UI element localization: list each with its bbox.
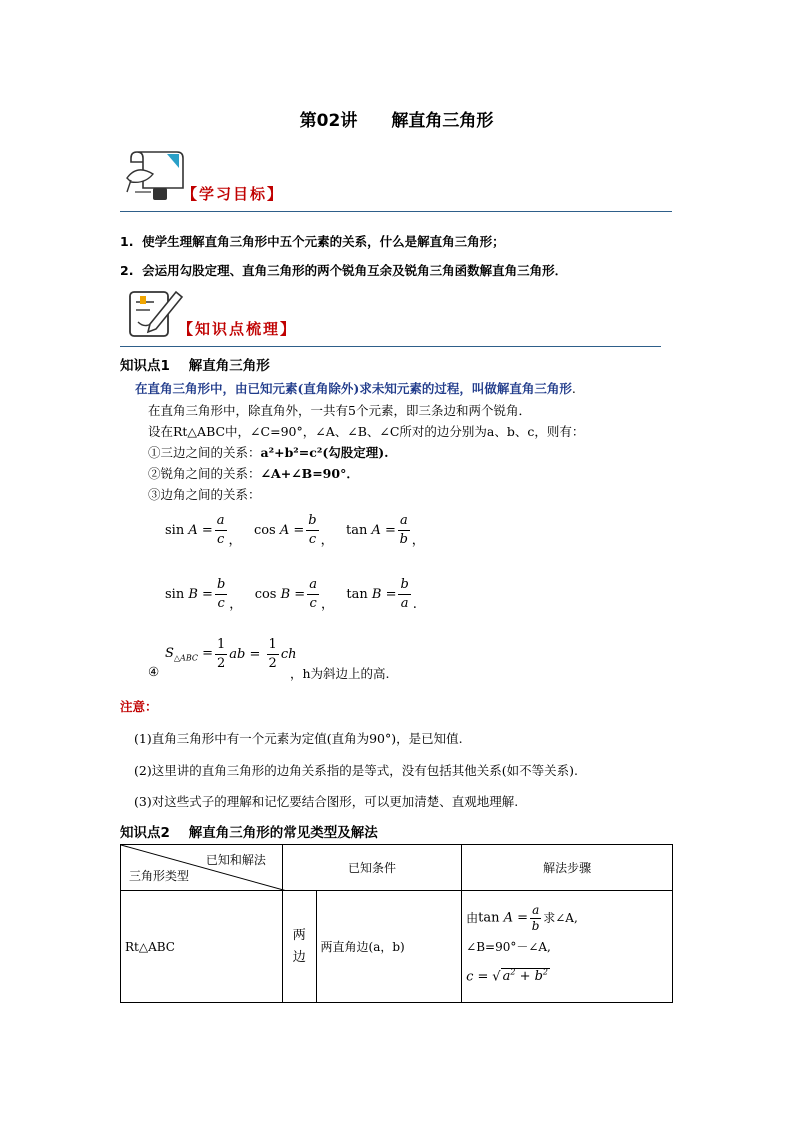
lecture-title: 解直角三角形 [391, 111, 494, 131]
kp1-line: 在直角三角形中，除直角外，一共有5个元素，即三条边和两个锐角． [148, 403, 531, 418]
kp1-line: 设在Rt△ABC中，∠C=90°，∠A、∠B、∠C所对的边分别为a、b、c，则有： [148, 424, 585, 439]
section-divider [120, 346, 661, 347]
step-line: c = √ $a^2 + b^2$ [466, 967, 549, 985]
page-title [0, 106, 793, 131]
trig-formula-row-a: sin A = $\frac{a}{c}$ ， cos A = $\frac{b}{c}$ ， tan A = $\frac{a}{b}$ ， [165, 513, 425, 548]
table-header-known: 已知条件 [282, 845, 461, 891]
notepad-pencil-icon [124, 284, 186, 342]
knowledge-banner: 【知识点梳理】 [178, 320, 298, 338]
kp1-item: ②锐角之间的关系：∠A+∠B=90°． [148, 466, 359, 481]
table-header-row [121, 845, 673, 891]
note-item: (3)对这些式子的理解和记忆要结合图形，可以更加清楚、直观地理解. [134, 794, 519, 809]
area-item-tail: ，h为斜边上的高. [290, 666, 390, 681]
table-header-steps: 解法步骤 [462, 845, 673, 891]
note-item: (2)这里讲的直角三角形的边角关系指的是等式，没有包括其他关系(如不等关系). [134, 763, 578, 778]
note-heading: 注意： [120, 699, 158, 714]
solution-types-table [120, 844, 673, 1003]
area-item-number: ④ [148, 664, 160, 679]
note-item: (1)直角三角形中有一个元素为定值(直角为90°)，是已知值. [134, 731, 463, 746]
table-cell-type: Rt△ABC [121, 891, 283, 1003]
table-cell-steps [462, 891, 673, 1003]
trig-formula-row-b: sin B = $\frac{b}{c}$ ， cos B = $\frac{a}{c}$ ， tan B = $\frac{b}{a}$ . [165, 577, 417, 612]
lecture-number: 第02讲 [299, 111, 358, 131]
table-corner-cell: 已知和解法 三角形类型 [121, 845, 283, 891]
goal-item: 1. 使学生理解直角三角形中五个元素的关系，什么是解直角三角形； [120, 234, 505, 249]
kp1-definition: 在直角三角形中，由已知元素(直角除外)求未知元素的过程，叫做解直角三角形. [135, 381, 576, 396]
table-cell-kind: 两边 [282, 891, 316, 1003]
kp1-item: ③边角之间的关系： [148, 487, 261, 502]
kp1-item: ①三边之间的关系：a²+b²=c²(勾股定理). [148, 445, 389, 460]
step-line: ∠B=90°－∠A, [466, 939, 551, 954]
kp1-heading: 知识点1 解直角三角形 [120, 358, 270, 374]
table-cell-known: 两直角边(a，b) [316, 891, 462, 1003]
kp2-heading: 知识点2 解直角三角形的常见类型及解法 [120, 825, 378, 841]
step-line: 由tan A = $\frac{a}{b}$ 求∠A, [466, 902, 578, 933]
learning-goals-banner: 【学习目标】 [182, 185, 285, 203]
area-formula: $S_{\triangle ABC}$ = $\frac{1}{2}$ ab = $\frac{1}{2}$ ch [165, 637, 297, 671]
goal-item: 2. 会运用勾股定理、直角三角形的两个锐角互余及锐角三角函数解直角三角形． [120, 263, 568, 278]
section-divider [120, 211, 672, 212]
table-row [121, 891, 673, 1003]
